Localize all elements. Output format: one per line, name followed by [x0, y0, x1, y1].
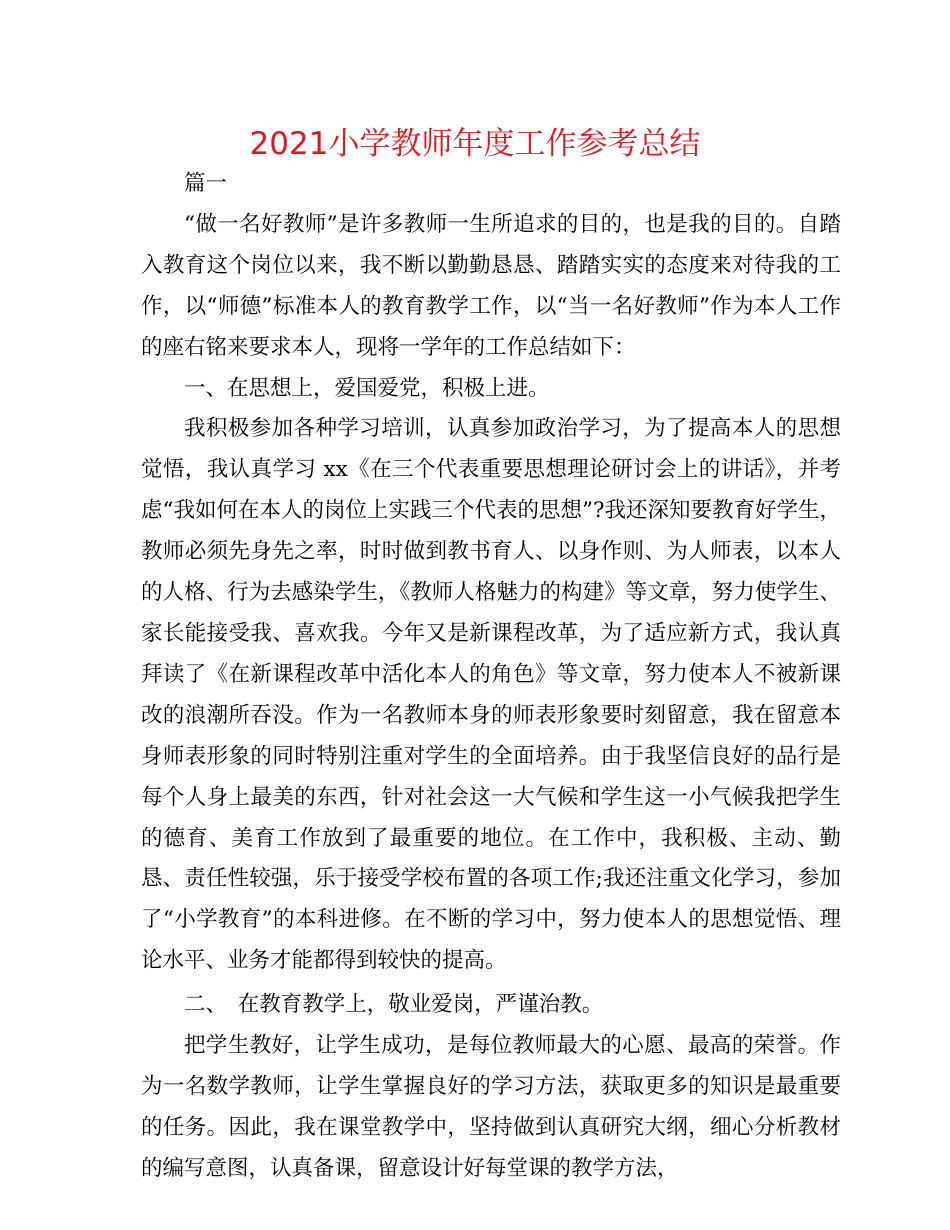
- intro-paragraph: “做一名好教师”是许多教师一生所追求的目的，也是我的目的。自踏入教育这个岗位以来，我不断以勤勤恳恳、踏踏实实的态度来对待我的工作，以“师德”标准本人的教育教学工作，以“当一名好教师”作为本人工作的座右铭来要求本人，现将一学年的工作总结如下：: [141, 211, 841, 360]
- document-body: [141, 164, 841, 1190]
- section-label: 篇一: [184, 171, 228, 196]
- body-paragraph: 我积极参加各种学习培训，认真参加政治学习，为了提高本人的思想觉悟，我认真学习 xx《在三个代表重要思想理论研讨会上的讲话》，并考虑“我如何在本人的岗位上实践三个代表的思想”?我还深知要教育好学生，教师必须先身先之率，时时做到教书育人、以身作则、为人师表，以本人的人格、行为去感染学生，《教师人格魅力的构建》等文章，努力使学生、家长能接受我、喜欢我。今年又是新课程改革，为了适应新方式，我认真拜读了《在新课程改革中活化本人的角色》等文章，努力使本人不被新课改的浪潮所吞没。作为一名教师本身的师表形象要时刻留意，我在留意本身师表形象的同时特别注重对学生的全面培养。由于我坚信良好的品行是每个人身上最美的东西，针对社会这一大气候和学生这一小气候我把学生的德育、美育工作放到了最重要的地位。在工作中，我积极、主动、勤恳、责任性较强，乐于接受学校布置的各项工作;我还注重文化学习，参加了“小学教育”的本科进修。在不断的学习中，努力使本人的思想觉悟、理论水平、业务才能都得到较快的提高。: [141, 416, 842, 974]
- document-title: 2021小学教师年度工作参考总结: [249, 126, 701, 162]
- heading-one: 一、在思想上，爱国爱党，积极上进。: [184, 375, 550, 401]
- body-paragraph: 把学生教好，让学生成功，是每位教师最大的心愿、最高的荣誉。作为一名数学教师，让学生掌握良好的学习方法，获取更多的知识是最重要的任务。因此，我在课堂教学中，坚持做到认真研究大纲，细心分析教材的编写意图，认真备课，留意设计好每堂课的教学方法，: [141, 1033, 841, 1181]
- heading-two: 二、 在教育教学上，敬业爱岗，严谨治教。: [184, 992, 604, 1018]
